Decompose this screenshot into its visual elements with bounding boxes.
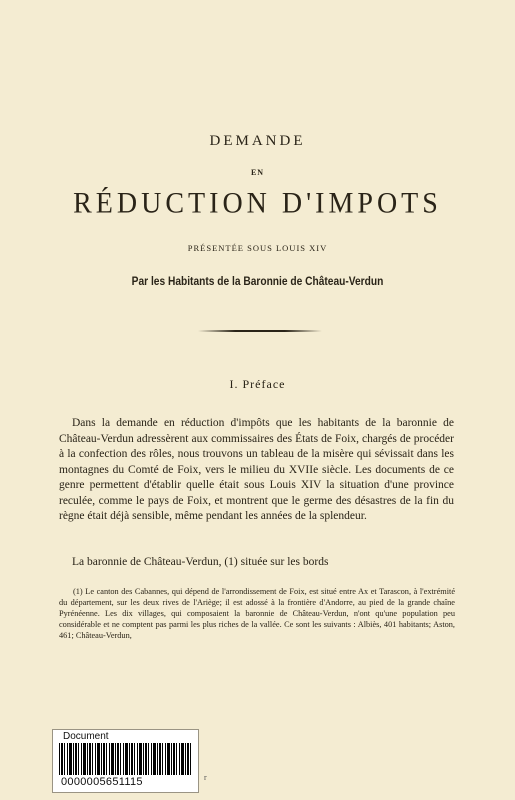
title-demande: DEMANDE xyxy=(209,133,306,149)
barcode-icon xyxy=(59,743,191,775)
section-heading: I. Préface xyxy=(229,377,286,391)
paragraph-2: La baronnie de Château-Verdun, (1) située sur les bords xyxy=(72,556,329,568)
small-mark: r xyxy=(204,773,207,782)
paragraph-1: Dans la demande en réduction d'impôts que les habitants de la baronnie de Château-Verdun adressèrent aux commissaires des États de Foix, chargés de procéder à la confection des rôles, nous trouvons un tableau de la misère qui sévissait dans les montagnes du Comté de Foix, vers le milieu du XVIIe siècle. Les documents de ce genre permettent d'établir quelle était sous Louis XIV la situation d'une province reculée, comme le pays de Foix, et montrent que le germe des désastres de la fin du règne était déjà sensible, même pendant les années de la splendeur. xyxy=(59,417,454,522)
title-presentee: PRÉSENTÉE SOUS LOUIS XIV xyxy=(187,243,328,253)
document-barcode-label xyxy=(52,729,199,793)
label-title: Document xyxy=(63,731,109,742)
footnote xyxy=(59,586,455,641)
ornamental-rule xyxy=(198,330,322,332)
title-en: EN xyxy=(250,168,265,177)
footnote-text: (1) Le canton des Cabannes, qui dépend de l'arrondissement de Foix, est situé entre Ax et Tarascon, à l'extrémité du département, sur les deux rives de l'Ariège; il est adossé à la frontière d'Andorre, au pied de la grande chaîne Pyrénéenne. Les dix villages, qui composaient la baronnie de Château-Verdun, n'ont qu'une population peu considérable et ne comptent pas parmi les plus riches de la vallée. Ce sont les suivants : Albiès, 401 habitants; Aston, 461; Château-Verdun, xyxy=(59,587,455,640)
barcode-number: 0000005651115 xyxy=(61,776,143,788)
title-habitants: Par les Habitants de la Baronnie de Château-Verdun xyxy=(131,274,384,288)
title-reduction-impots: RÉDUCTION D'IMPOTS xyxy=(73,187,442,220)
